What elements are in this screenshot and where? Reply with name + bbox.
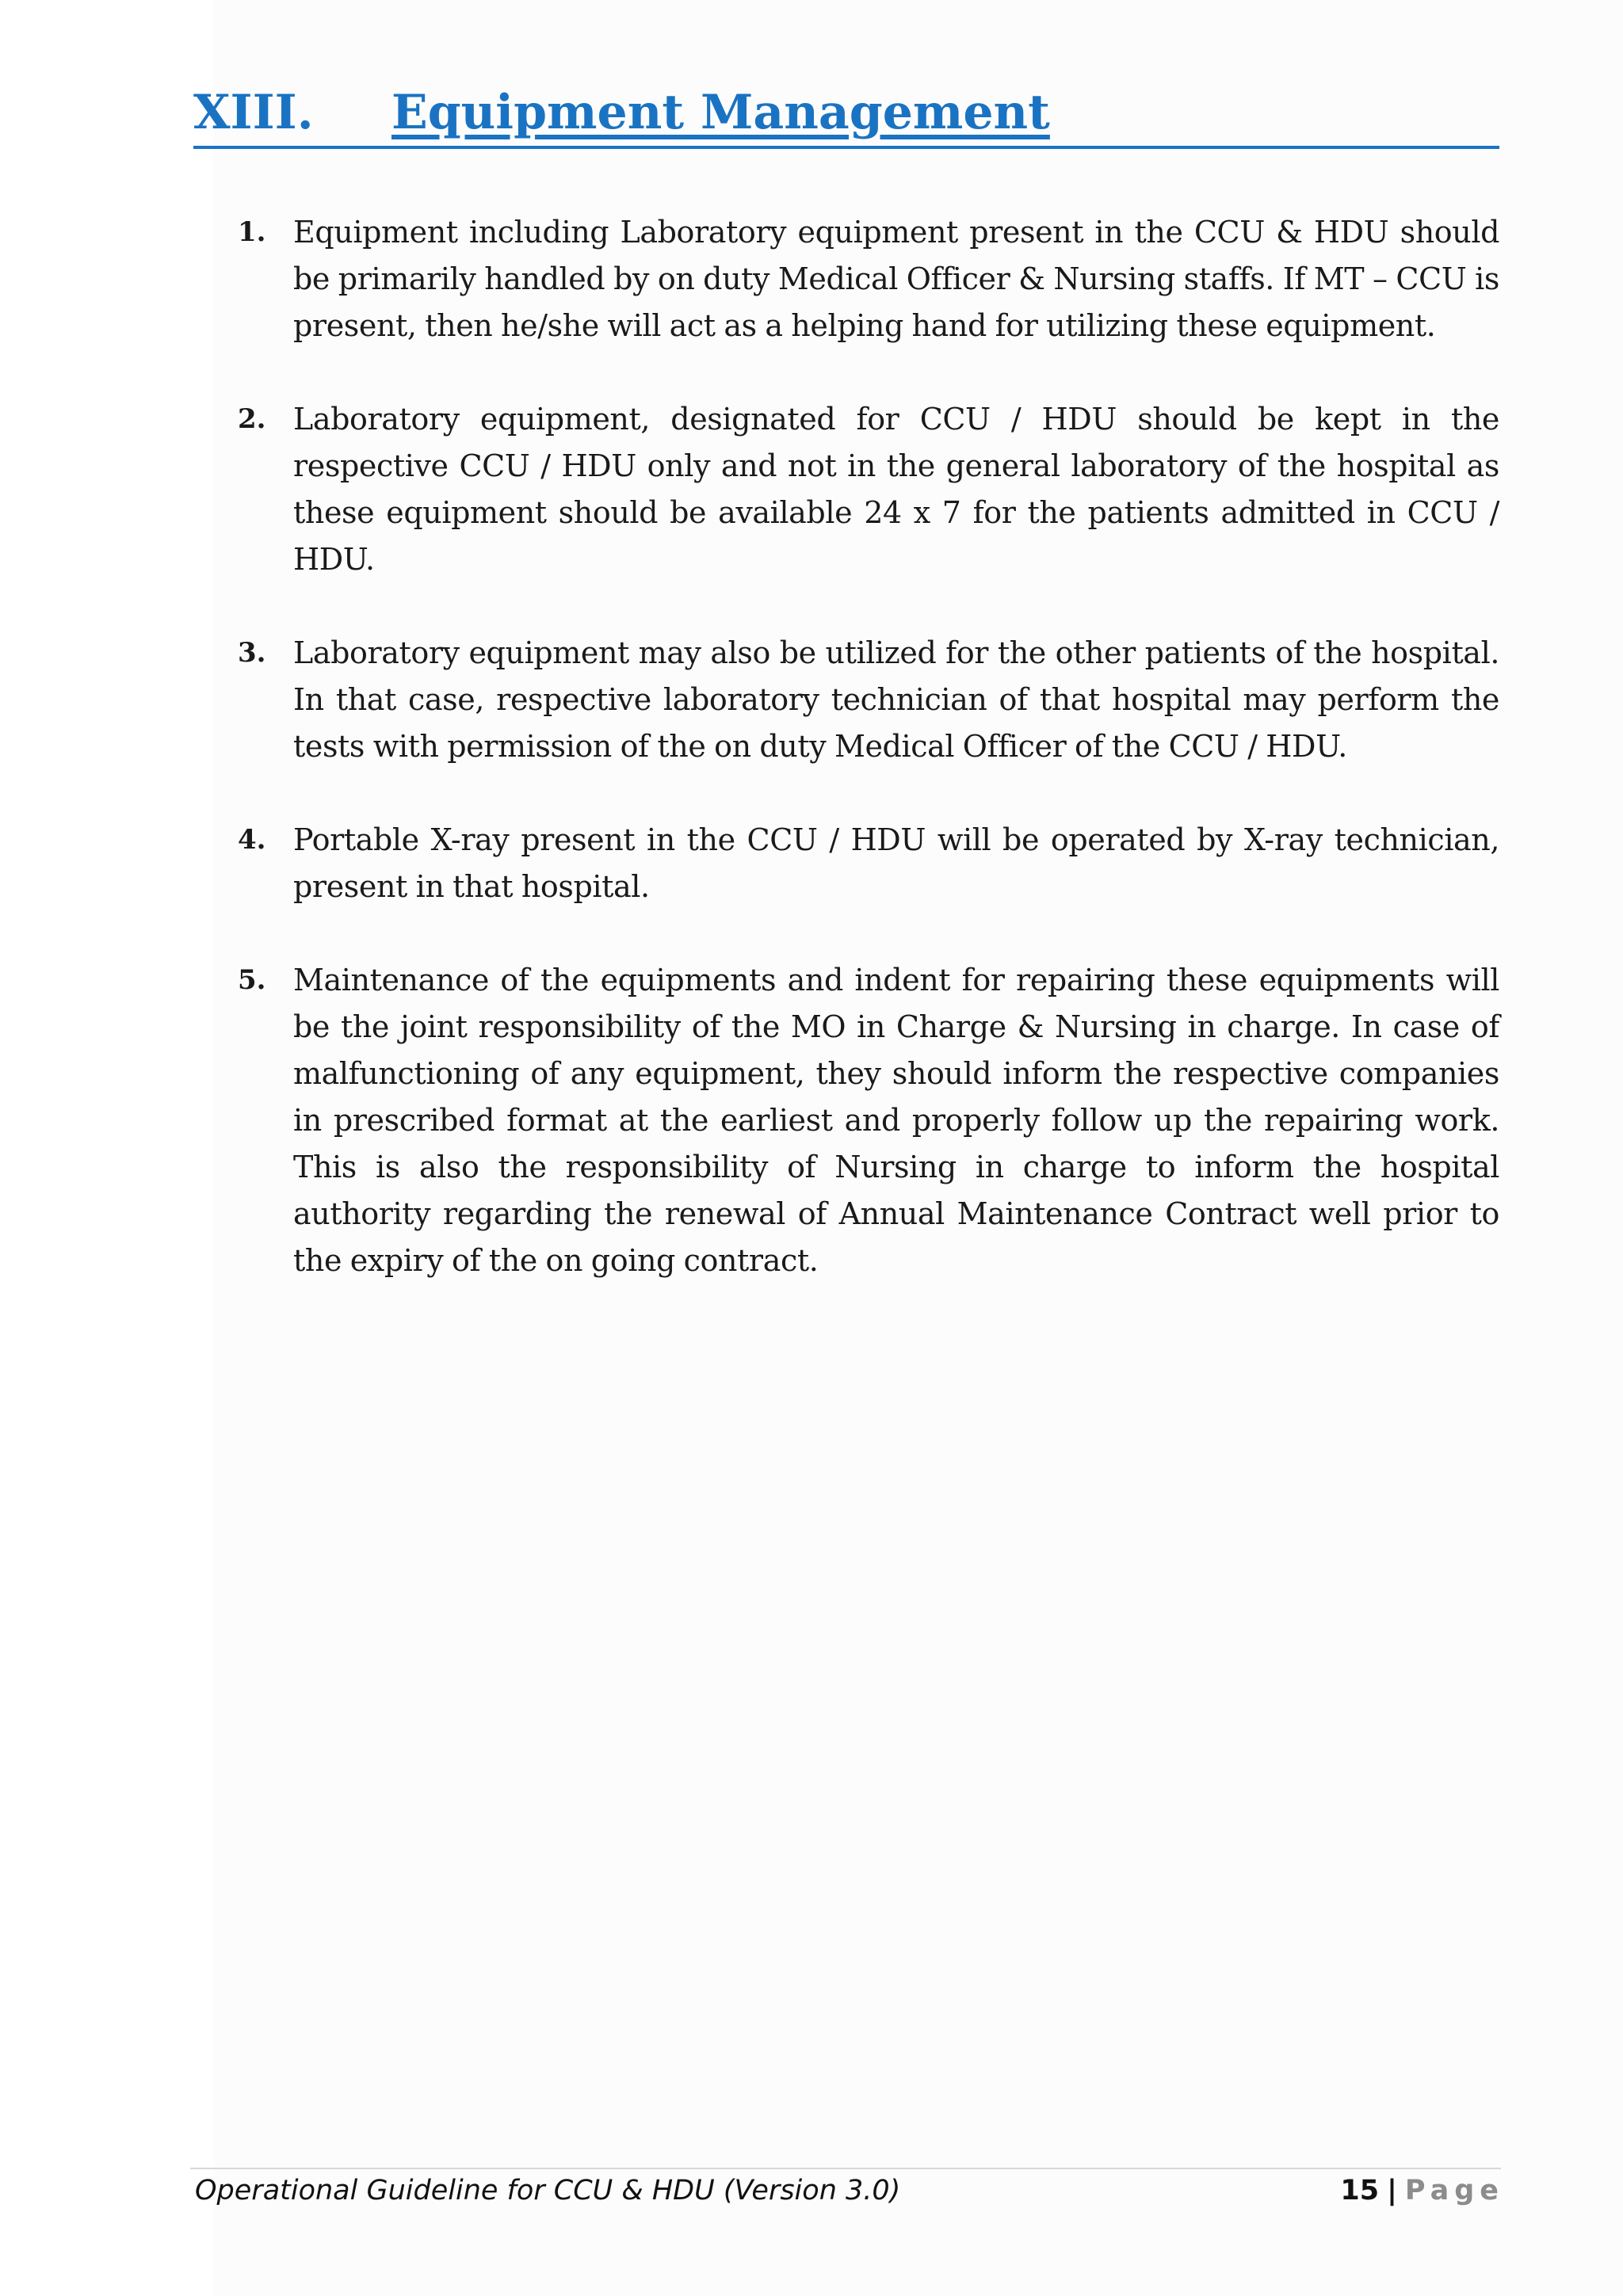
list-item-number: 1. bbox=[238, 216, 266, 248]
section-numeral: XIII. bbox=[193, 85, 314, 140]
list-item-text: Laboratory equipment may also be utilized for the other patients of the hospital. In that case, respective laboratory technician of that hospital may perform the tests with permission of the on duty Medical Officer of the CCU / HDU. bbox=[293, 635, 1499, 764]
page-label: Page bbox=[1404, 2175, 1504, 2206]
list-item-text: Maintenance of the equipments and indent for repairing these equipments will be the joint responsibility of the MO in Charge & Nursing in charge. In case of malfunctioning of any equipment, they should inform the respective companies in prescribed format at the earliest and properly follow up the repairing work. This is also the responsibility of Nursing in charge to inform the hospital authority regarding the renewal of Annual Maintenance Contract well prior to the expiry of the on going contract. bbox=[293, 963, 1499, 1278]
list-item-number: 2. bbox=[238, 403, 266, 435]
list-item-number: 4. bbox=[238, 824, 266, 856]
page-number: 15 bbox=[1340, 2175, 1380, 2206]
page-margin bbox=[0, 0, 214, 2296]
list-item bbox=[238, 817, 1499, 910]
list-item bbox=[238, 957, 1499, 1284]
list-item bbox=[238, 630, 1499, 770]
list-item-number: 3. bbox=[238, 637, 266, 669]
footer-document-title: Operational Guideline for CCU & HDU (Version 3.0) bbox=[195, 2175, 901, 2206]
list-item-text: Laboratory equipment, designated for CCU / HDU should be kept in the respective CCU / HDU only and not in the general laboratory of the hospital as these equipment should be available 24 x 7 for the patients admitted in CCU / HDU. bbox=[293, 402, 1499, 577]
section-title: Equipment Management bbox=[391, 85, 1050, 140]
list-item bbox=[238, 209, 1499, 349]
numbered-list bbox=[238, 209, 1499, 1331]
list-item-number: 5. bbox=[238, 964, 266, 996]
footer-page-indicator bbox=[1340, 2171, 1504, 2210]
list-item bbox=[238, 396, 1499, 583]
list-item-text: Equipment including Laboratory equipment present in the CCU & HDU should be primarily handled by on duty Medical Officer & Nursing staffs. If MT – CCU is present, then he/she will act as a helping hand for utilizing these equipment. bbox=[293, 215, 1499, 343]
section-heading bbox=[193, 79, 1499, 149]
list-item-text: Portable X-ray present in the CCU / HDU will be operated by X-ray technician, present in that hospital. bbox=[293, 822, 1499, 904]
page-separator: | bbox=[1387, 2175, 1397, 2206]
footer-divider bbox=[190, 2168, 1501, 2169]
